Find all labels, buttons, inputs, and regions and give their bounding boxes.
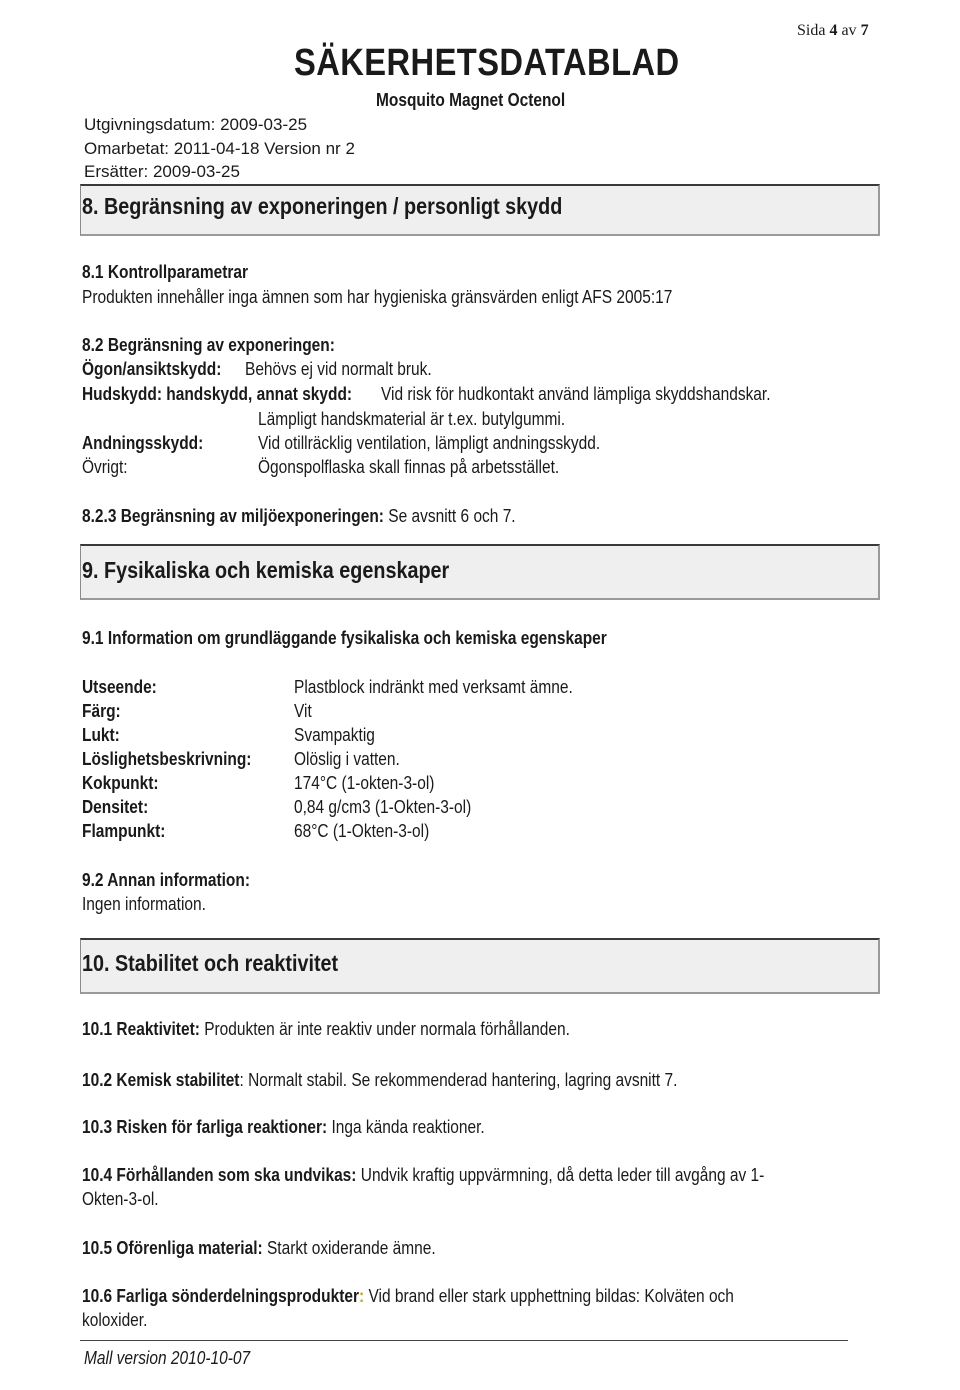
property-value: 174°C (1-okten-3-ol) (294, 773, 435, 793)
hazardous-reactions: 10.3 Risken för farliga reaktioner: Inga kända reaktioner. (82, 1117, 485, 1137)
document-title: SÄKERHETSDATABLAD (294, 42, 680, 84)
property-value: 0,84 g/cm3 (1-Okten-3-ol) (294, 797, 472, 817)
property-label: Lukt: (82, 725, 120, 745)
chemical-stability: 10.2 Kemisk stabilitet: Normalt stabil. Se rekommenderad hantering, lagring avsnitt 7. (82, 1070, 678, 1090)
property-value: Olöslig i vatten. (294, 749, 400, 769)
incompatible-materials: 10.5 Oförenliga material: Starkt oxiderande ämne. (82, 1238, 436, 1258)
eye-protection-label: Ögon/ansiktskydd: (82, 359, 222, 379)
revision-info: Omarbetat: 2011-04-18 Version nr 2 (84, 139, 355, 158)
page-number: Sida 4 av 7 (797, 22, 869, 39)
property-value: 68°C (1-Okten-3-ol) (294, 821, 430, 841)
replaces-info: Ersätter: 2009-03-25 (84, 162, 240, 181)
other-value: Ögonspolflaska skall finnas på arbetsstället. (258, 457, 560, 477)
other-info-text: Ingen information. (82, 894, 206, 914)
footer-divider (80, 1340, 848, 1341)
reactivity: 10.1 Reaktivitet: Produkten är inte reaktiv under normala förhållanden. (82, 1019, 570, 1039)
property-value: Svampaktig (294, 725, 375, 745)
decomposition-products-cont: koloxider. (82, 1310, 148, 1330)
issue-date: Utgivningsdatum: 2009-03-25 (84, 115, 308, 134)
skin-protection-label: Hudskydd: handskydd, annat skydd: (82, 384, 353, 404)
skin-protection-value: Vid risk för hudkontakt använd lämpliga skyddshandskar. (381, 384, 771, 404)
property-label: Utseende: (82, 677, 157, 697)
product-name: Mosquito Magnet Octenol (376, 90, 566, 110)
section-10-heading: 10. Stabilitet och reaktivitet (82, 950, 339, 976)
section-9-heading: 9. Fysikaliska och kemiska egenskaper (82, 557, 450, 583)
property-label: Färg: (82, 701, 121, 721)
respiratory-label: Andningsskydd: (82, 433, 204, 453)
conditions-to-avoid-cont: Okten-3-ol. (82, 1189, 159, 1209)
template-version: Mall version 2010-10-07 (84, 1348, 251, 1368)
env-exposure: 8.2.3 Begränsning av miljöexponeringen: Se avsnitt 6 och 7. (82, 506, 516, 526)
property-value: Vit (294, 701, 312, 721)
exposure-title: 8.2 Begränsning av exponeringen: (82, 335, 335, 355)
property-label: Kokpunkt: (82, 773, 159, 793)
section-8-heading: 8. Begränsning av exponeringen / personligt skydd (82, 193, 563, 219)
basic-properties-title: 9.1 Information om grundläggande fysikaliska och kemiska egenskaper (82, 628, 607, 648)
other-label: Övrigt: (82, 457, 128, 477)
property-value: Plastblock indränkt med verksamt ämne. (294, 677, 573, 697)
control-params-text: Produkten innehåller inga ämnen som har hygieniska gränsvärden enligt AFS 2005:17 (82, 287, 673, 307)
glove-material: Lämpligt handskmaterial är t.ex. butylgummi. (258, 409, 566, 429)
respiratory-value: Vid otillräcklig ventilation, lämpligt andningsskydd. (258, 433, 601, 453)
property-label: Löslighetsbeskrivning: (82, 749, 252, 769)
control-params-title: 8.1 Kontrollparametrar (82, 262, 249, 282)
other-info-title: 9.2 Annan information: (82, 870, 250, 890)
property-label: Densitet: (82, 797, 149, 817)
conditions-to-avoid: 10.4 Förhållanden som ska undvikas: Undvik kraftig uppvärmning, då detta leder till avgång av 1- (82, 1165, 765, 1185)
property-label: Flampunkt: (82, 821, 166, 841)
decomposition-products: 10.6 Farliga sönderdelningsprodukter: Vid brand eller stark upphettning bildas: Kolväten och (82, 1286, 734, 1306)
eye-protection-value: Behövs ej vid normalt bruk. (245, 359, 432, 379)
